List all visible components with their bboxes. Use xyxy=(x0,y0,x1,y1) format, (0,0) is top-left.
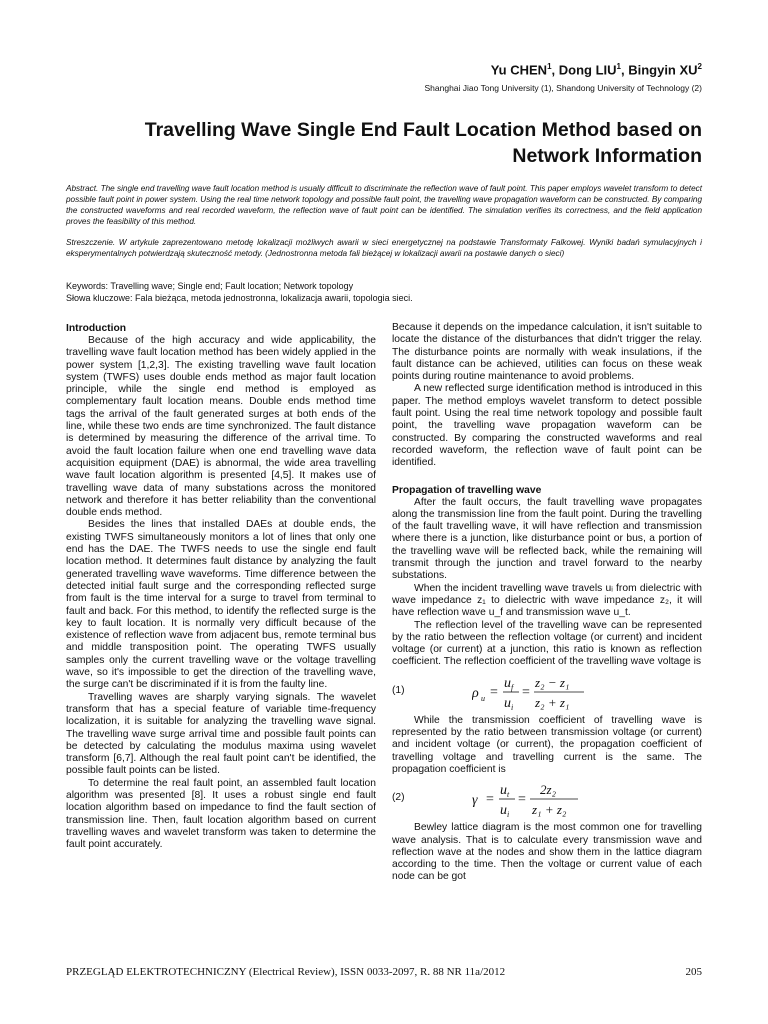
paragraph: A new reflected surge identification method is introduced in this paper. The method employs wavelet transform to detect possible fault point. Using the real time network topology and possible fault point, the travelling wave propagation waveform can be constructed. By comparing the constructed waveforms and real recorded waveform, the reflection wave of fault point can be identified. xyxy=(392,383,702,469)
section-heading-propagation: Propagation of travelling wave xyxy=(392,484,542,496)
equation-1 xyxy=(392,673,702,711)
right-column xyxy=(392,322,702,884)
paragraph: When the incident travelling wave travels uᵢ from dielectric with wave impedance z₁ to dielectric with wave impedance z₂, it will have reflection wave u_f and transmission wave u_t. xyxy=(392,582,702,619)
eq-symbol: z₁ + z₂ xyxy=(532,802,567,818)
eq-symbol: z₂ + z₁ xyxy=(535,694,570,710)
eq-symbol: f xyxy=(511,682,514,692)
eq-equals: = xyxy=(518,792,526,808)
equation-number: (1) xyxy=(392,684,405,696)
eq-symbol: u xyxy=(500,803,507,819)
eq-symbol: u xyxy=(481,693,485,703)
paragraph: Bewley lattice diagram is the most common one for travelling wave analysis. That is to calculate every transmission wave and reflection wave at the nodes and show them in the lattice diagram according to the time. Then the voltage or current value of each node can be got xyxy=(392,822,702,883)
paragraph: After the fault occurs, the fault travelling wave propagates along the transmission line from the fault point. During the travelling of the fault travelling wave, it will have reflection and transmission where there is a junction, like disturbance point or bus, a portion of the travelling wave will be reflected back, while the remaining will transmit through the junction and travel forward to the nearby substations. xyxy=(392,496,702,582)
title-line-1: Travelling Wave Single End Fault Location Method based on xyxy=(144,119,702,141)
propagation-coefficient-formula xyxy=(472,780,592,818)
author-3-affil: 2 xyxy=(697,62,702,71)
affiliations: Shanghai Jiao Tong University (1), Shandong University of Technology (2) xyxy=(424,83,702,93)
eq-symbol: t xyxy=(507,790,510,800)
eq-symbol: ρ xyxy=(472,685,479,701)
eq-symbol: u xyxy=(500,783,507,799)
eq-symbol: 2z₂ xyxy=(540,782,557,798)
left-column xyxy=(66,322,376,851)
paragraph: While the transmission coefficient of travelling wave is represented by the ratio between transmission voltage (or current) and incident voltage (or current), the propagation coefficient of travelling voltage and travelling current is the same. The propagation coefficient is xyxy=(392,714,702,775)
paper-title xyxy=(62,117,702,169)
author-2: Dong LIU xyxy=(558,62,617,78)
title-line-2: Network Information xyxy=(512,145,702,167)
author-3: Bingyin XU xyxy=(628,62,698,78)
author-1: Yu CHEN xyxy=(490,62,548,78)
section-heading-introduction: Introduction xyxy=(66,323,127,334)
paragraph: To determine the real fault point, an assembled fault location algorithm was presented [8]. It uses a robust single end fault location algorithm based on impedance to find the fault section of transmission line. Then, fault location algorithm based on current travelling waves and wavelet transform was taken to determine the fault point accurately. xyxy=(66,777,376,851)
authors: Yu CHEN$^1$, Dong LIU$^1$, Bingyin $XU^2$ xyxy=(490,62,702,78)
paragraph: The reflection level of the travelling wave can be represented by the ratio between the reflection voltage (or current) and incident voltage (or current) at a junction, this ratio is known as reflection coefficient. The reflection coefficient of the travelling wave voltage is xyxy=(392,619,702,668)
paragraph: Because it depends on the impedance calculation, it isn't suitable to locate the distance of the disturbances that didn't trigger the relay. The disturbance points are normally with weak insulations, if the fault distance can be achieved, utilities can focus on these weak points during routine maintenance to avoid problems. xyxy=(392,322,702,383)
author-1-affil: 1 xyxy=(547,62,552,71)
author-2-affil: 1 xyxy=(616,62,621,71)
eq-equals: = xyxy=(486,792,494,808)
eq-equals: = xyxy=(490,684,498,700)
eq-symbol: z₂ − z₁ xyxy=(535,674,570,690)
abstract-polish: Streszczenie. W artykule zaprezentowano metodę lokalizacji możliwych awarii w sieci energetycznej na podstawie Transformaty Falkowej. Wyniki badań symulacyjnych i eksperymentalnych potwierdzają skuteczność metody. (Jednostronna metoda fali bieżącej w lokalizacji awarii na postawie danych o sieci) xyxy=(66,238,702,258)
equation-number: (2) xyxy=(392,792,405,804)
equation-2 xyxy=(392,780,702,818)
abstract-english: Abstract. The single end travelling wave fault location method is usually difficult to discriminate the reflection wave of fault point. This paper employs wavelet transform to detect possible fault point in power system. Using the real time network topology and possible fault point, the travelling wave propagation waveform can be constructed. By comparing the constructed waveforms and real recorded waveform, the reflection wave of fault point can be identified. The simulation verifies its correctness, and the field application proves the feasibility of this method. xyxy=(66,184,702,226)
eq-equals: = xyxy=(522,684,530,700)
eq-symbol: u xyxy=(504,675,511,691)
paragraph: Travelling waves are sharply varying signals. The wavelet transform that has a special feature of variable time-frequency localization, it is suitable for analyzing the travelling wave signal. The travelling wave surge arrival time and possible fault points can be detected by calculating the modulus maxima using wavelet transform [6,7]. Although the real fault point can't be identified, the possible fault points can be listed. xyxy=(66,691,376,777)
keywords-block xyxy=(66,280,702,304)
reflection-coefficient-formula xyxy=(472,673,592,711)
keywords-polish: Słowa kluczowe: Fala bieżąca, metoda jednostronna, lokalizacja awarii, topologia sieci. xyxy=(66,293,413,303)
journal-footer: PRZEGLĄD ELEKTROTECHNICZNY (Electrical Review), ISSN 0033-2097, R. 88 NR 11a/2012 xyxy=(66,966,506,978)
paragraph: Because of the high accuracy and wide applicability, the travelling wave fault location method has been widely applied in the power system [1,2,3]. The existing travelling wave fault location system (TWFS) uses double ends method as major fault location principle, while the single end method is employed as complementary fault location means. Double ends method time tags the arrival of the fault generated surges at both ends of the line, while these two ends are time synchronized. The fault distance is determined by measuring the difference of the arrival time. To avoid the fault location failure when one end travelling wave data acquisition equipment (DAE) is abnormal, the wide area travelling wave fault location algorithm is presented [4,5]. It makes use of travelling wave data of many substations across the monitored network and therefore it has better reliability than the conventional double ends method. xyxy=(66,335,376,519)
page-number: 205 xyxy=(685,966,702,978)
keywords-english: Keywords: Travelling wave; Single end; Fault location; Network topology xyxy=(66,281,354,291)
paragraph: Besides the lines that installed DAEs at double ends, the existing TWFS simultaneously monitors a lot of lines that only one end has the DAE. The TWFS needs to use the single end fault location method. It determines fault distance by analyzing the fault generated travelling wave waveforms. Time difference between the detected initial fault surge and the corresponding reflected surge from fault is the time interval for a surge to travel from terminal to fault and back. For this method, to identify the reflected surge is the key to fault location. It is normally very difficult because of the existence of reflection wave from adjacent bus, remote terminal bus and middle transposition point. The operating TWFS usually samples only the current travelling wave or the voltage travelling wave, so it's impossible to get the direction of the travelling wave, the surge can't be discriminated if it is from the faulty line. xyxy=(66,519,376,691)
eq-symbol: γ xyxy=(472,793,478,809)
eq-symbol: i xyxy=(507,810,510,819)
eq-symbol: u xyxy=(504,695,511,711)
eq-symbol: i xyxy=(511,702,514,711)
